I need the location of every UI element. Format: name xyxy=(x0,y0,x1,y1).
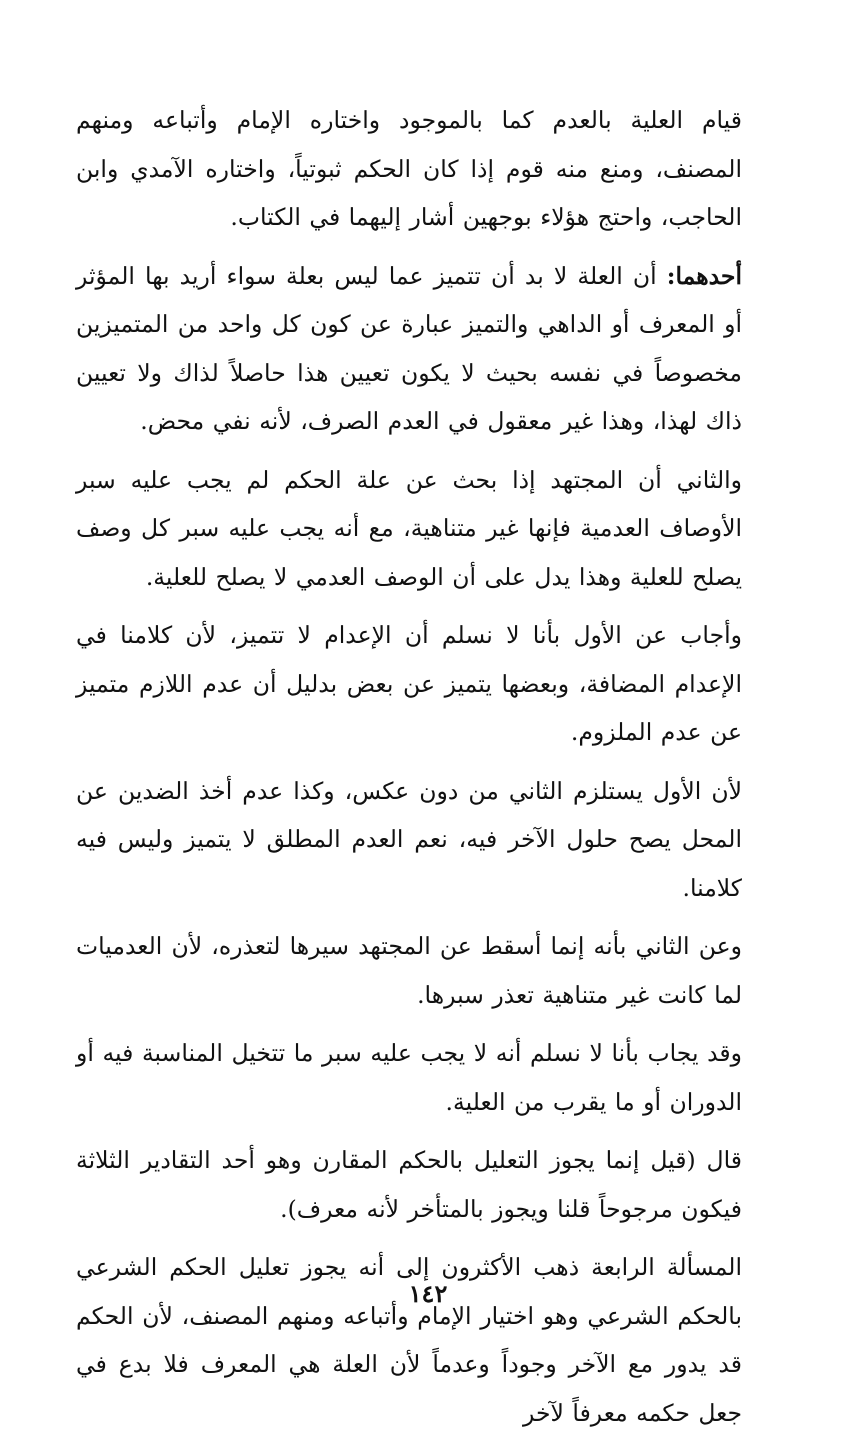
page-number: ١٤٢ xyxy=(408,1279,448,1308)
body-text xyxy=(76,96,742,1447)
paragraph-9 xyxy=(76,1243,742,1437)
paragraph-text: قيام العلية بالعدم كما بالموجود واختاره الإمام وأتباعه ومنهم المصنف، ومنع منه قوم إذا كان الحكم ثبوتياً، واختاره الآمدي وابن الحاجب، واحتج هؤلاء بوجهين أشار إليهما في الكتاب. xyxy=(76,106,742,231)
paragraph-6 xyxy=(76,922,742,1019)
paragraph-7 xyxy=(76,1029,742,1126)
paragraph-5 xyxy=(76,767,742,913)
paragraph-3 xyxy=(76,456,742,602)
paragraph-text: والثاني أن المجتهد إذا بحث عن علة الحكم لم يجب عليه سبر الأوصاف العدمية فإنها غير متناهية، مع أنه يجب عليه سبر كل وصف يصلح للعلية وهذا يدل على أن الوصف العدمي لا يصلح للعلية. xyxy=(76,465,742,591)
paragraph-1 xyxy=(76,96,742,242)
paragraph-text: وعن الثاني بأنه إنما أسقط عن المجتهد سيرها لتعذره، لأن العدميات لما كانت غير متناهية تعذر سبرها. xyxy=(76,932,742,1009)
paragraph-text: المسألة الرابعة ذهب الأكثرون إلى أنه يجوز تعليل الحكم الشرعي بالحكم الشرعي وهو اختيار الإمام وأتباعه ومنهم المصنف، لأن الحكم قد يدور مع الآخر وجوداً وعدماً لأن العلة هي المعرف فلا بدع في جعل حكمه معرفاً لآخر xyxy=(76,1253,742,1427)
paragraph-2 xyxy=(76,252,742,446)
paragraph-text: وقد يجاب بأنا لا نسلم أنه لا يجب عليه سبر ما تتخيل المناسبة فيه أو الدوران أو ما يقرب من العلية. xyxy=(76,1039,742,1116)
paragraph-4 xyxy=(76,611,742,757)
paragraph-text: أن العلة لا بد أن تتميز عما ليس بعلة سواء أريد بها المؤثر أو المعرف أو الداهي والتميز عبارة عن كون كل واحد من المتميزين مخصوصاً في نفسه بحيث لا يكون تعيين هذا حاصلاً لذاك ولا تعيين ذاك لهذا، وهذا غير معقول في العدم الصرف، لأنه نفي محض. xyxy=(76,261,742,435)
paragraph-8 xyxy=(76,1136,742,1233)
paragraph-text: لأن الأول يستلزم الثاني من دون عكس، وكذا عدم أخذ الضدين عن المحل يصح حلول الآخر فيه، نعم العدم المطلق لا يتميز وليس فيه كلامنا. xyxy=(76,776,742,902)
paragraph-text: قال (قيل إنما يجوز التعليل بالحكم المقارن وهو أحد التقادير الثلاثة فيكون مرجوحاً قلنا ويجوز بالمتأخر لأنه معرف). xyxy=(76,1146,742,1223)
paragraph-lead: أحدهما: xyxy=(666,261,742,290)
paragraph-text: وأجاب عن الأول بأنا لا نسلم أن الإعدام لا تتميز، لأن كلامنا في الإعدام المضافة، وبعضها يتميز عن بعض بدليل أن عدم اللازم متميز عن عدم الملزوم. xyxy=(76,621,742,746)
